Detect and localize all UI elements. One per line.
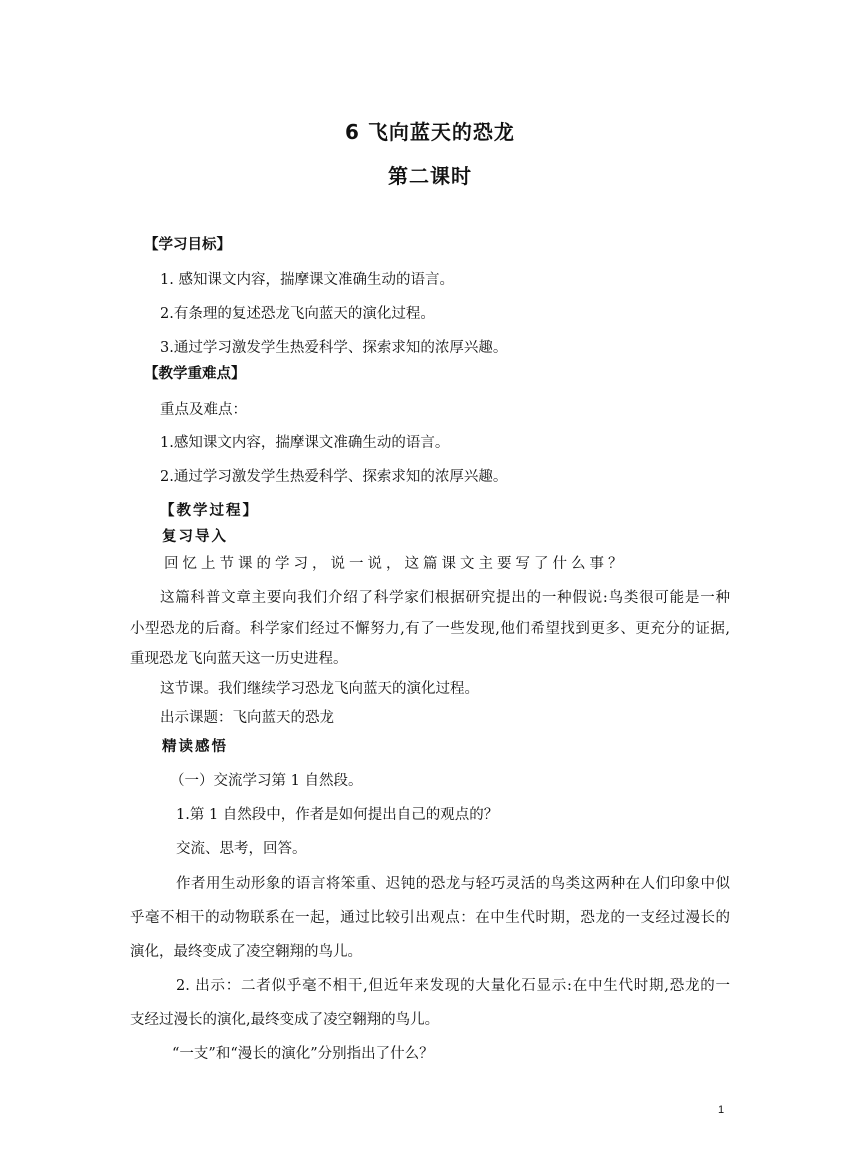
review-line: 这节课。我们继续学习恐龙飞向蓝天的演化过程。 (160, 681, 479, 697)
review-paragraph-line: 重现恐龙飞向蓝天这一历史进程。 (130, 651, 348, 667)
answer-line: 交流、思考，回答。 (176, 841, 307, 857)
review-paragraph-line: 小型恐龙的后裔。科学家们经过不懈努力,有了一些发现,他们希望找到更多、更充分的证据, (130, 621, 730, 637)
reading-heading: 精读感悟 (162, 739, 228, 755)
explanation-line: 乎毫不相干的动物联系在一起，通过比较引出观点：在中生代时期，恐龙的一支经过漫长的 (130, 910, 730, 926)
question-line: 1.第 1 自然段中，作者是如何提出自己的观点的？ (176, 807, 499, 823)
key-points-intro: 重点及难点： (160, 402, 247, 418)
key-points-heading: 【教学重难点】 (144, 366, 246, 382)
review-heading: 复习导入 (162, 529, 228, 545)
objective-item: 3.通过学习激发学生热爱科学、探索求知的浓厚兴趣。 (160, 340, 508, 356)
review-line: 出示课题：飞向蓝天的恐龙 (160, 710, 334, 726)
section-heading: （一）交流学习第 1 自然段。 (170, 773, 363, 789)
process-heading: 【教学过程】 (160, 503, 259, 519)
question-line: “一支”和“漫长的演化”分别指出了什么？ (172, 1046, 434, 1062)
document-subtitle: 第二课时 (388, 164, 472, 188)
key-point-item: 1.感知课文内容，揣摩课文准确生动的语言。 (160, 435, 450, 451)
question-line: 2. 出示：二者似乎毫不相干,但近年来发现的大量化石显示:在中生代时期,恐龙的一 (176, 978, 730, 994)
explanation-line: 作者用生动形象的语言将笨重、迟钝的恐龙与轻巧灵活的鸟类这两种在人们印象中似 (176, 876, 730, 892)
objective-item: 2.有条理的复述恐龙飞向蓝天的演化过程。 (160, 306, 435, 322)
review-question: 回忆上节课的学习，说一说，这篇课文主要写了什么事？ (164, 556, 627, 572)
page-number: 1 (718, 1104, 725, 1116)
explanation-line: 演化，最终变成了凌空翱翔的鸟儿。 (130, 944, 362, 960)
question-line: 支经过漫长的演化,最终变成了凌空翱翔的鸟儿。 (130, 1012, 440, 1028)
document-title: 6 飞向蓝天的恐龙 (345, 120, 515, 144)
objectives-heading: 【学习目标】 (144, 237, 231, 253)
key-point-item: 2.通过学习激发学生热爱科学、探索求知的浓厚兴趣。 (160, 469, 508, 485)
objective-item: 1. 感知课文内容，揣摩课文准确生动的语言。 (160, 272, 454, 288)
review-paragraph-line: 这篇科普文章主要向我们介绍了科学家们根据研究提出的一种假说:鸟类很可能是一种 (160, 590, 730, 606)
